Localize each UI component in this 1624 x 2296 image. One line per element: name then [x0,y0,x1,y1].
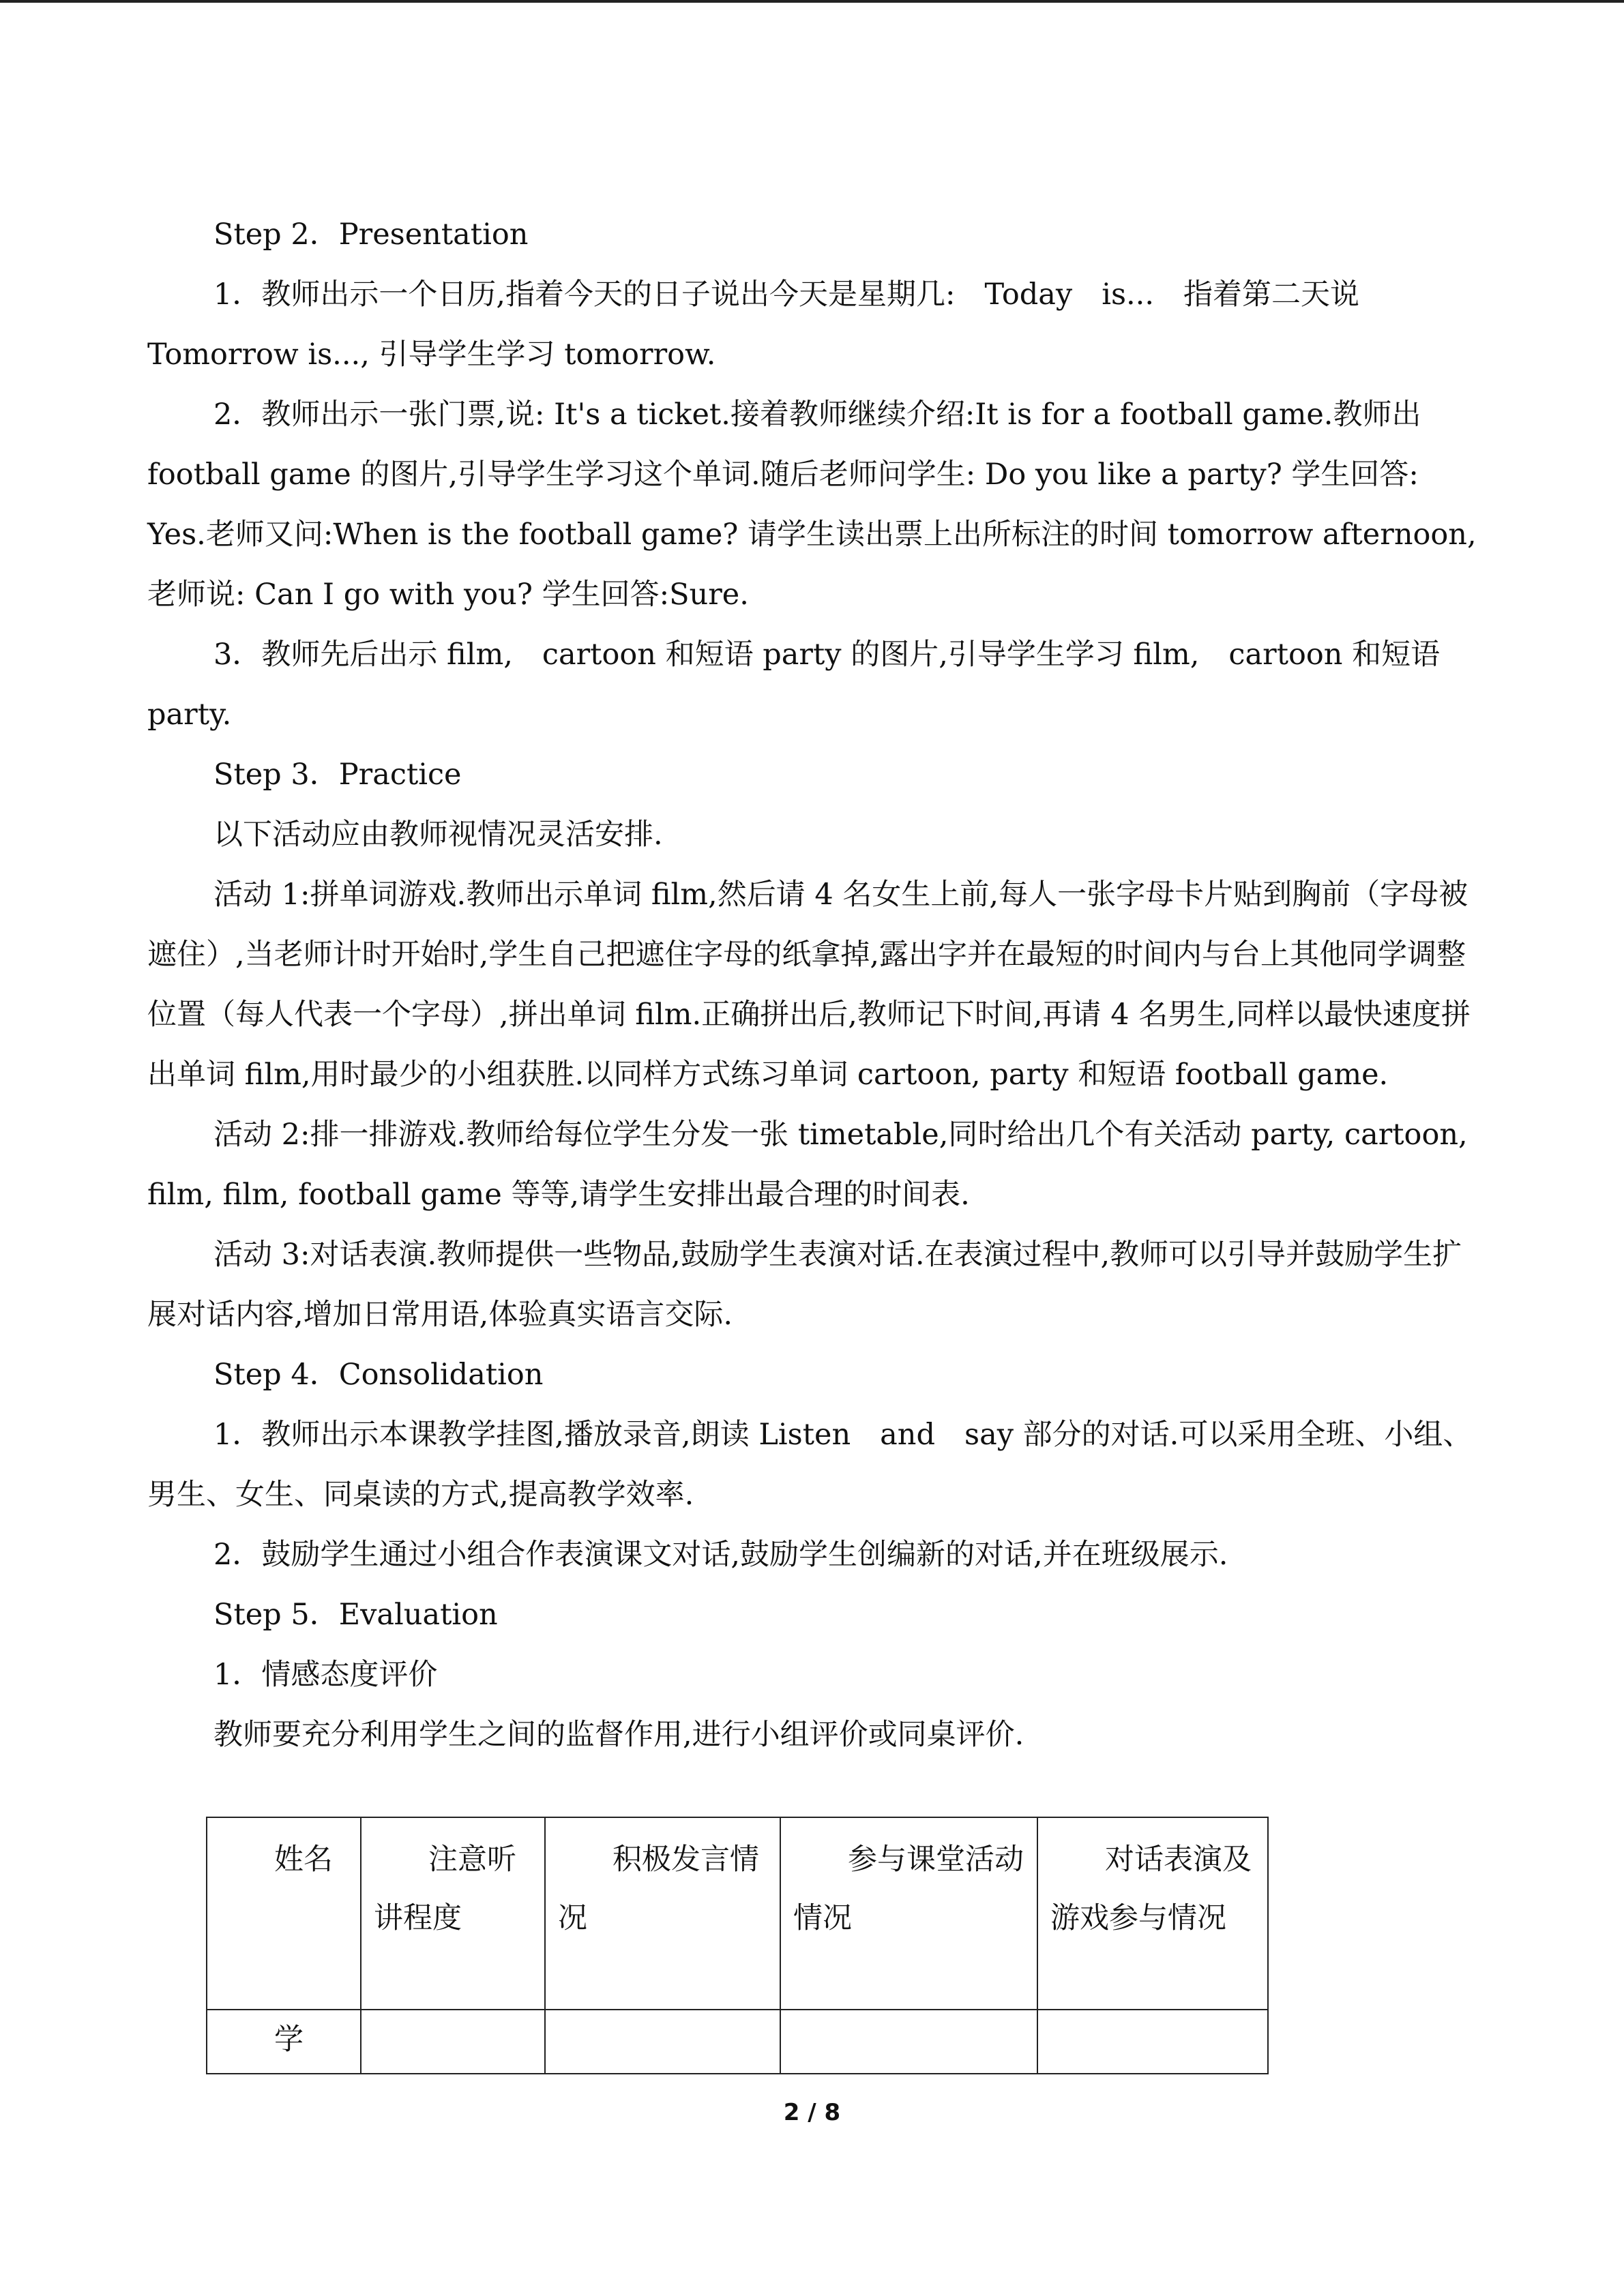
table-row [207,2010,1268,2074]
paragraph: 活动 3:对话表演.教师提供一些物品,鼓励学生表演对话.在表演过程中,教师可以引导并鼓励学生扩展对话内容,增加日常用语,体验真实语言交际. [147,1238,1462,1332]
step-heading: Step 3．Practice [213,758,462,792]
paragraph: 活动 2:排一排游戏.教师给每位学生分发一张 timetable,同时给出几个有关活动 party, cartoon, film, film, football game 等等,请学生安排出最合理的时间表. [147,1118,1468,1212]
step-heading: Step 5．Evaluation [213,1598,498,1632]
paragraph: 2．鼓励学生通过小组合作表演课文对话,鼓励学生创编新的对话,并在班级展示. [213,1538,1228,1572]
paragraph: 1．教师出示一个日历,指着今天的日子说出今天是星期几: Today is... 指着第二天说 Tomorrow is..., 引导学生学习 tomorrow. [147,278,1360,372]
top-border-line [0,0,1624,3]
paragraph: 以下活动应由教师视情况灵活安排. [213,818,663,852]
table-header-cell: 参与课堂活动情况 [780,1817,1037,2010]
paragraph: 1．教师出示本课教学挂图,播放录音,朗读 Listen and say 部分的对话.可以采用全班、小组、男生、女生、同桌读的方式,提高教学效率. [147,1418,1473,1512]
table-cell [545,2010,780,2074]
evaluation-table [206,1817,1269,2074]
table-header-cell: 姓名 [207,1817,361,2010]
paragraph: 活动 1:拼单词游戏.教师出示单词 film,然后请 4 名女生上前,每人一张字母卡片贴到胸前（字母被遮住）,当老师计时开始时,学生自己把遮住字母的纸拿掉,露出字并在最短的时间内与台上其他同学调整位置（每人代表一个字母）,拼出单词 film.正确拼出后,教师记下时间,再请 4 名男生,同样以最快速度拼出单词 film,用时最少的小组获胜.以同样方式练习单词 cartoon, party 和短语 football game. [147,878,1471,1092]
table-header-cell: 积极发言情况 [545,1817,780,2010]
step-heading: Step 2．Presentation [213,218,529,252]
table-cell [1037,2010,1268,2074]
table-cell: 学 [207,2010,361,2074]
table-header-cell: 对话表演及游戏参与情况 [1037,1817,1268,2010]
paragraph: 3．教师先后出示 film, cartoon 和短语 party 的图片,引导学生学习 film, cartoon 和短语 party. [147,638,1441,732]
paragraph: 1．情感态度评价 [213,1658,438,1692]
paragraph: 教师要充分利用学生之间的监督作用,进行小组评价或同桌评价. [213,1718,1024,1752]
table-cell [361,2010,545,2074]
document-body [147,205,1481,1765]
step-heading: Step 4．Consolidation [213,1358,544,1392]
page-number: 2 / 8 [783,2099,841,2126]
table-cell [780,2010,1037,2074]
table-header-row [207,1817,1268,2010]
paragraph: 2．教师出示一张门票,说: It's a ticket.接着教师继续介绍:It is for a football game.教师出 football game 的图片,引导学生学习这个单词.随后老师问学生: Do you like a party? 学生回答: Yes.老师又问:When is the football game? 请学生读出票上出所标注的时间 tomorrow afternoon, 老师说: Can I go with you? 学生回答:Sure. [147,398,1477,612]
table-header-cell: 注意听讲程度 [361,1817,545,2010]
